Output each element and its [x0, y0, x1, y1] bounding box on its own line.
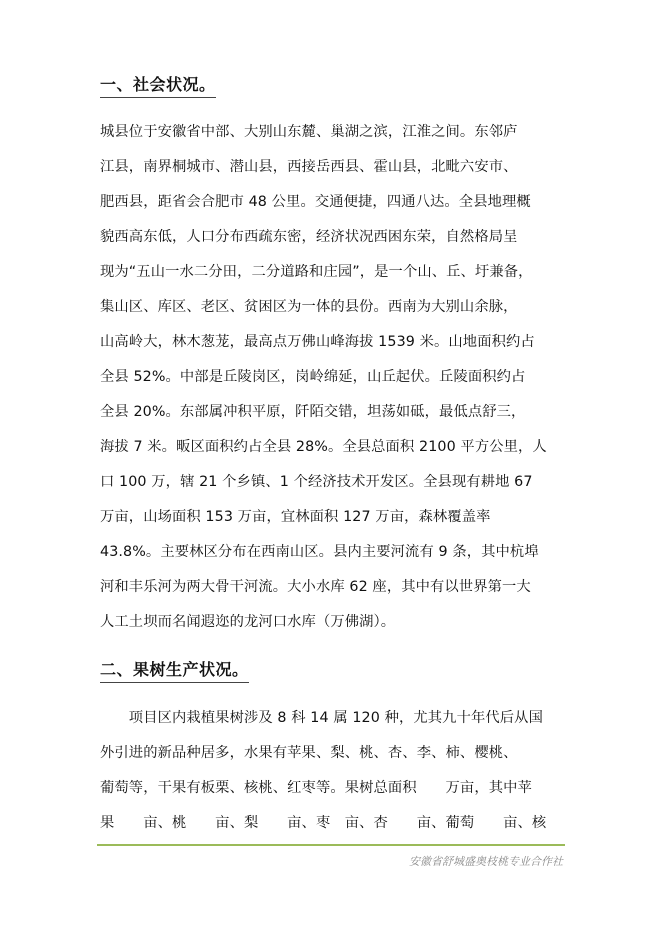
- body-line: 口 100 万，辖 21 个乡镇、1 个经济技术开发区。全县现有耕地 67: [100, 474, 533, 490]
- section-heading-social: 一、社会状况。: [100, 75, 216, 98]
- body-line: 项目区内栽植果树涉及 8 科 14 属 120 种，尤其九十年代后从国: [100, 710, 543, 726]
- body-line: 集山区、库区、老区、贫困区为一体的县份。西南为大别山余脉，: [100, 299, 518, 315]
- footer-organization: 安徽省舒城盛奥枝桃专业合作社: [409, 855, 563, 868]
- footer-rule: [97, 844, 565, 846]
- section-heading-fruit: 二、果树生产状况。: [100, 660, 249, 683]
- body-line: 城县位于安徽省中部、大别山东麓、巢湖之滨，江淮之间。东邻庐: [100, 124, 518, 140]
- body-line: 全县 20%。东部属冲积平原，阡陌交错，坦荡如砥，最低点舒三，: [100, 404, 526, 420]
- body-line: 貌西高东低，人口分布西疏东密，经济状况西困东荣，自然格局呈: [100, 229, 518, 245]
- body-line: 人工土坝而名闻遐迩的龙河口水库（万佛湖）。: [100, 614, 396, 630]
- body-line: 外引进的新品种居多，水果有苹果、梨、桃、杏、李、柿、樱桃、: [100, 745, 518, 761]
- body-line: 43.8%。主要林区分布在西南山区。县内主要河流有 9 条，其中杭埠: [100, 544, 539, 560]
- body-line: 果 亩、桃 亩、梨 亩、枣 亩、杏 亩、葡萄 亩、核: [100, 815, 547, 831]
- body-line: 山高岭大，林木葱茏，最高点万佛山峰海拔 1539 米。山地面积约占: [100, 334, 535, 350]
- body-line: 河和丰乐河为两大骨干河流。大小水库 62 座，其中有以世界第一大: [100, 579, 531, 595]
- body-line: 江县，南界桐城市、潜山县，西接岳西县、霍山县，北毗六安市、: [100, 159, 518, 175]
- body-line: 全县 52%。中部是丘陵岗区，岗岭绵延，山丘起伏。丘陵面积约占: [100, 369, 526, 385]
- body-line: 万亩，山场面积 153 万亩，宜林面积 127 万亩，森林覆盖率: [100, 509, 491, 525]
- body-line: 现为“五山一水二分田，二分道路和庄园”，是一个山、丘、圩兼备，: [100, 264, 533, 280]
- body-line: 肥西县，距省会合肥市 48 公里。交通便捷，四通八达。全县地理概: [100, 194, 531, 210]
- body-line: 葡萄等，干果有板栗、核桃、红枣等。果树总面积 万亩，其中苹: [100, 780, 532, 796]
- body-line: 海拔 7 米。畈区面积约占全县 28%。全县总面积 2100 平方公里，人: [100, 439, 547, 455]
